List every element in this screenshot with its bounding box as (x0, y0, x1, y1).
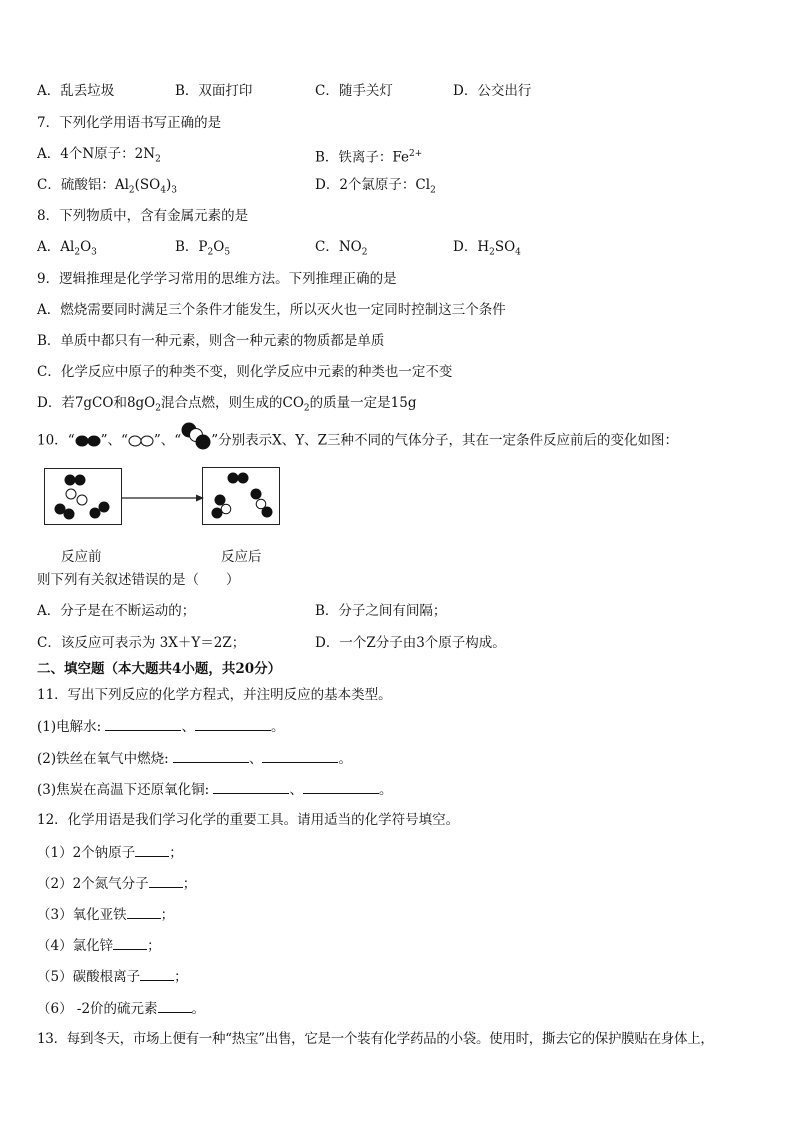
q8-option-d: D．$H_2SO_4$ (453, 239, 521, 258)
section-heading: 二、填空题（本大题共4小题，共20分） (37, 661, 282, 677)
y-molecule-icon (128, 435, 154, 447)
q11-item-3: (3)焦炭在高温下还原氧化铜: 、 。 (37, 782, 393, 798)
z-molecule-icon (181, 421, 211, 451)
q12-item-6: （6） -2价的硫元素 。 (37, 1001, 206, 1017)
q8-option-c: C．$NO_2$ (315, 239, 368, 258)
y-molecule (66, 489, 87, 505)
q6-option-b: B．双面打印 (175, 83, 253, 99)
q6-option-a: A．乱丢垃圾 (37, 83, 115, 99)
before-reaction-box (44, 468, 122, 525)
q10-option-c: C．该反应可表示为 3X＋Y＝2Z； (37, 635, 246, 651)
q8-option-a: A．$Al_2O_3$ (37, 239, 97, 258)
q11-stem: 11．写出下列反应的化学方程式，并注明反应的基本类型。 (37, 687, 392, 703)
q12-stem: 12．化学用语是我们学习化学的重要工具。请用适当的化学符号填空。 (37, 812, 460, 828)
q10-question: 则下列有关叙述错误的是（ ） (37, 572, 240, 588)
q9-stem: 9．逻辑推理是化学学习常用的思维方法。下列推理正确的是 (37, 271, 397, 287)
q9-option-c: C．化学反应中原子的种类不变，则化学反应中元素的种类也一定不变 (37, 364, 453, 380)
q10-option-b: B．分子之间有间隔； (315, 603, 447, 619)
after-reaction-molecules (203, 468, 278, 523)
q8-stem: 8．下列物质中，含有金属元素的是 (37, 208, 249, 224)
q7-option-c: C．硫酸铝：$Al_2(SO_4)_3$ (37, 177, 177, 196)
q12-item-2: （2）2个氮气分子 ； (37, 876, 197, 892)
q12-item-1: （1）2个钠原子 ； (37, 845, 183, 861)
q12-item-4: （4）氯化锌 ； (37, 938, 161, 954)
q9-option-d: D．若7gCO和$8gO_2$混合点燃，则生成的$CO_2$的质量一定是15g (37, 395, 417, 414)
reaction-arrow (122, 493, 204, 503)
q12-item-3: （3）氧化亚铁 ； (37, 907, 175, 923)
before-reaction-molecules (45, 469, 120, 523)
x-molecule (55, 504, 75, 520)
q12-item-5: （5）碳酸根离子 ； (37, 969, 188, 985)
x-molecule (90, 502, 110, 519)
x-molecule (228, 473, 249, 484)
q10-option-a: A．分子是在不断运动的； (37, 603, 196, 619)
q7-option-b: B．铁离子：$Fe^{2+}$ (315, 149, 423, 166)
before-reaction-label: 反应前 (61, 549, 102, 565)
q10-option-d: D．一个Z分子由3个原子构成。 (315, 635, 506, 651)
after-reaction-label: 反应后 (221, 549, 262, 565)
q11-item-1: (1)电解水: 、 。 (37, 719, 285, 735)
z-molecule (212, 495, 231, 519)
q7-option-d: D．2个氯原子：$Cl_2$ (315, 177, 436, 196)
q6-option-c: C．随手关灯 (315, 83, 393, 99)
after-reaction-box (202, 467, 280, 525)
z-molecule (251, 489, 273, 518)
q8-option-b: B．$P_2O_5$ (175, 239, 231, 258)
x-molecule-icon (75, 435, 101, 447)
q11-item-2: (2)铁丝在氧气中燃烧: 、 。 (37, 751, 352, 767)
q7-stem: 7．下列化学用语书写正确的是 (37, 115, 222, 131)
q13-stem: 13．每到冬天，市场上便有一种“热宝”出售，它是一个装有化学药品的小袋。使用时，撕去它的保护膜贴在身体上， (37, 1031, 714, 1047)
x-molecule (65, 475, 86, 486)
q7-option-a: A．4个N原子：$2N_2$ (37, 146, 161, 165)
q6-option-d: D．公交出行 (453, 83, 532, 99)
q9-option-b: B．单质中都只有一种元素，则含一种元素的物质都是单质 (37, 333, 385, 349)
q10-stem: 10．“ ”、“ ”、“ ”分别表示X、Y、Z三种不同的气体分子，其在一定条件反应前后的变化如图： (37, 431, 678, 451)
q9-option-a: A．燃烧需要同时满足三个条件才能发生，所以灭火也一定同时控制这三个条件 (37, 302, 506, 318)
